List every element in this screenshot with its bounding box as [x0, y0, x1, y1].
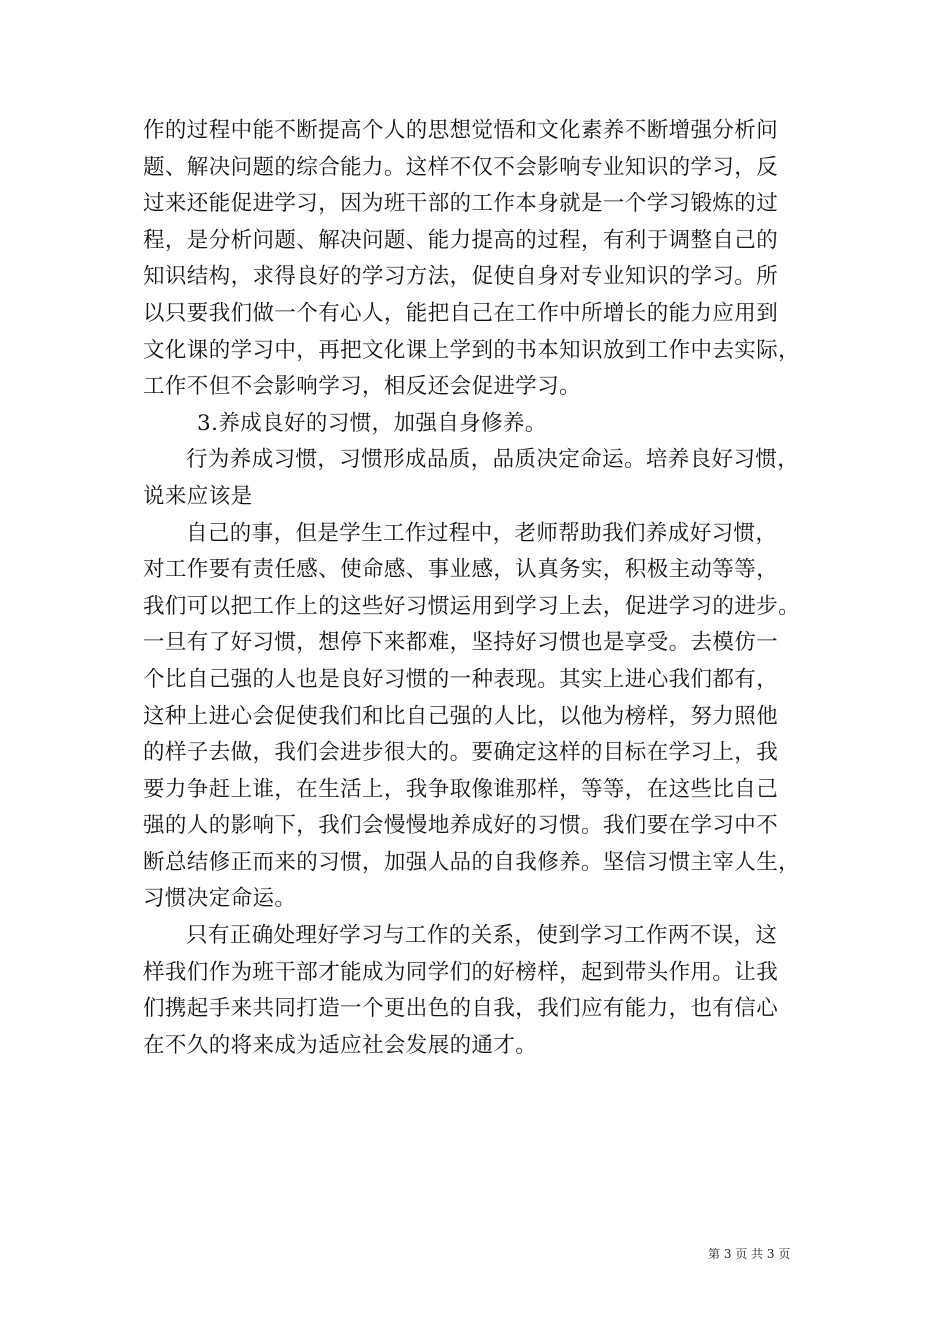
text-line: 对工作要有责任感、使命感、事业感，认真务实，积极主动等等， — [143, 557, 779, 583]
text-line: 知识结构，求得良好的学习方法，促使自身对专业知识的学习。所 — [143, 264, 779, 290]
text-line: 以只要我们做一个有心人，能把自己在工作中所增长的能力应用到 — [143, 300, 779, 326]
page-number-footer: 第 3 页 共 3 页 — [708, 1247, 791, 1261]
section-heading: 3.养成良好的习惯，加强自身修养。 — [197, 410, 547, 436]
text-line: 要力争赶上谁，在生活上，我争取像谁那样，等等，在这些比自己 — [143, 776, 779, 802]
document-body — [143, 113, 828, 1064]
text-line: 在不久的将来成为适应社会发展的通才。 — [143, 1032, 538, 1058]
text-line: 样我们作为班干部才能成为同学们的好榜样，起到带头作用。让我 — [143, 959, 779, 985]
text-line: 这种上进心会促使我们和比自己强的人比，以他为榜样，努力照他 — [143, 703, 779, 729]
text-line: 说来应该是 — [143, 483, 253, 509]
text-line: 文化课的学习中，再把文化课上学到的书本知识放到工作中去实际， — [143, 337, 801, 363]
text-line: 程，是分析问题、解决问题、能力提高的过程，有利于调整自己的 — [143, 227, 779, 253]
text-line: 的样子去做，我们会进步很大的。要确定这样的目标在学习上，我 — [143, 740, 779, 766]
text-line: 自己的事，但是学生工作过程中，老师帮助我们养成好习惯， — [186, 520, 778, 546]
text-line: 工作不但不会影响学习，相反还会促进学习。 — [143, 374, 582, 400]
text-line: 题、解决问题的综合能力。这样不仅不会影响专业知识的学习，反 — [143, 154, 779, 180]
text-line: 断总结修正而来的习惯，加强人品的自我修养。坚信习惯主宰人生， — [143, 849, 801, 875]
text-line: 过来还能促进学习，因为班干部的工作本身就是一个学习锻炼的过 — [143, 191, 779, 217]
text-line: 作的过程中能不断提高个人的思想觉悟和文化素养不断增强分析问 — [143, 118, 779, 143]
text-line: 行为养成习惯，习惯形成品质，品质决定命运。培养良好习惯， — [186, 447, 800, 473]
text-line: 习惯决定命运。 — [143, 886, 297, 912]
text-line: 们携起手来共同打造一个更出色的自我，我们应有能力，也有信心 — [143, 996, 779, 1022]
text-line: 个比自己强的人也是良好习惯的一种表现。其实上进心我们都有， — [143, 666, 779, 692]
text-line: 只有正确处理好学习与工作的关系，使到学习工作两不误，这 — [186, 923, 778, 949]
text-line: 强的人的影响下，我们会慢慢地养成好的习惯。我们要在学习中不 — [143, 813, 779, 839]
text-line: 一旦有了好习惯，想停下来都难，坚持好习惯也是享受。去模仿一 — [143, 630, 779, 656]
text-line: 我们可以把工作上的这些好习惯运用到学习上去，促进学习的进步。 — [143, 593, 801, 619]
